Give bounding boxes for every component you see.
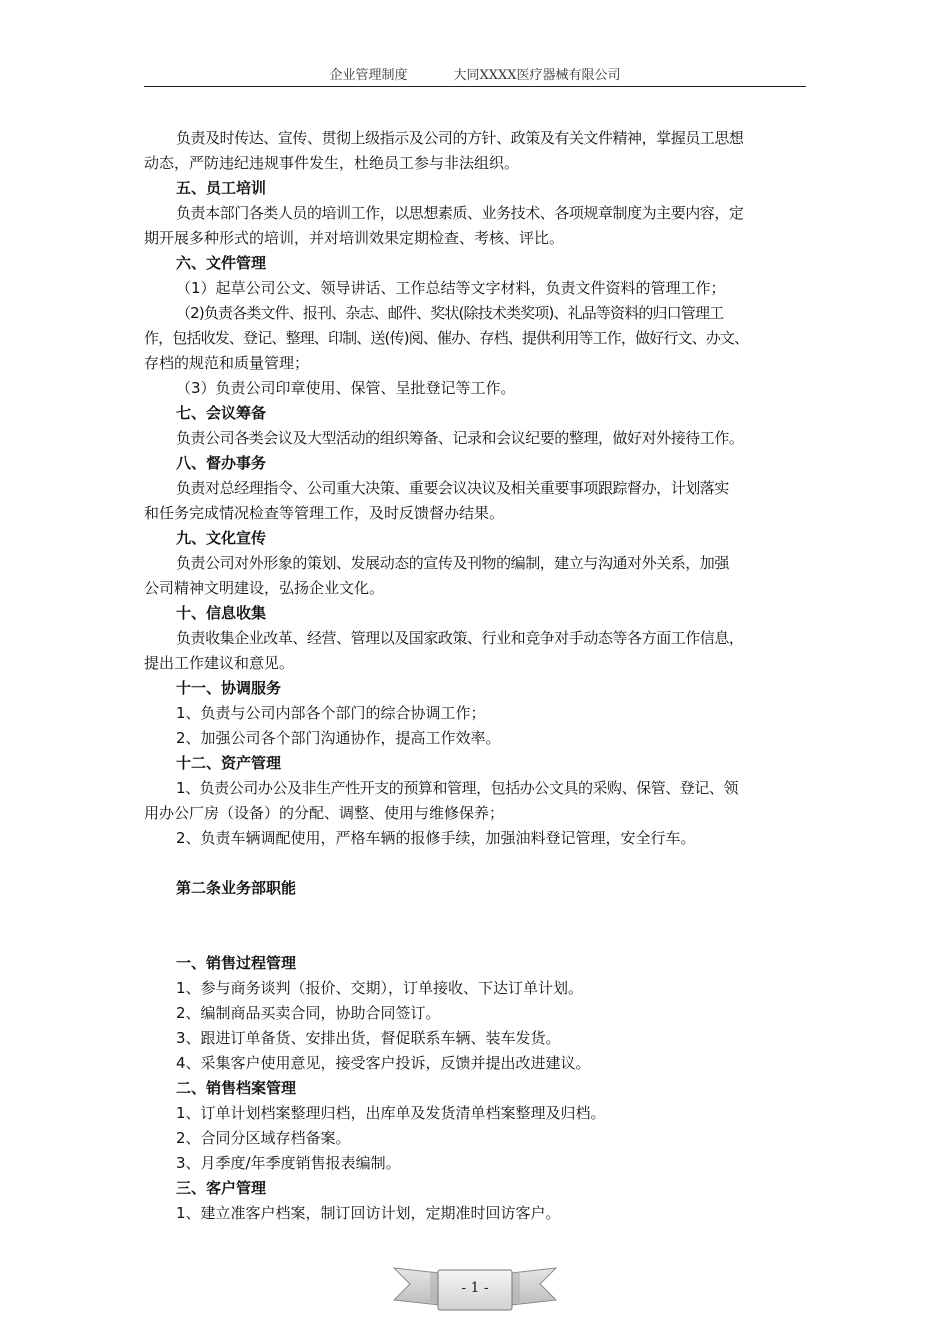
page-number: - 1 -	[461, 1280, 489, 1296]
paragraph: 负责及时传达、宣传、贯彻上级指示及公司的方针、政策及有关文件精神，掌握员工思想	[176, 129, 744, 147]
list-item: 2、加强公司各个部门沟通协作，提高工作效率。	[176, 729, 501, 747]
spacer	[144, 851, 814, 876]
paragraph: 和任务完成情况检查等管理工作，及时反馈督办结果。	[144, 504, 505, 522]
section-heading: 十二、资产管理	[176, 754, 282, 772]
list-item: 1、负责公司办公及非生产性开支的预算和管理，包括办公文具的采购、保管、登记、领	[176, 779, 738, 797]
list-item: 3、跟进订单备货、安排出货，督促联系车辆、装车发货。	[176, 1029, 561, 1047]
header-company: 大同XXXX医疗器械有限公司	[453, 68, 621, 83]
section-heading: 三、客户管理	[176, 1179, 267, 1197]
list-item: 2、合同分区域存档备案。	[176, 1129, 351, 1147]
section-heading: 五、员工培训	[176, 179, 267, 197]
spacer	[144, 926, 814, 951]
section-heading: 九、文化宣传	[176, 529, 267, 547]
paragraph: 作，包括收发、登记、整理、印制、送(传)阅、催办、存档、提供利用等工作，做好行文、办文、	[144, 329, 749, 347]
list-item: 2、负责车辆调配使用，严格车辆的报修手续，加强油料登记管理，安全行车。	[176, 829, 696, 847]
list-item: 1、负责与公司内部各个部门的综合协调工作；	[176, 704, 486, 722]
paragraph: 负责对总经理指令、公司重大决策、重要会议决议及相关重要事项跟踪督办，计划落实	[176, 479, 729, 497]
paragraph: 期开展多种形式的培训，并对培训效果定期检查、考核、评比。	[144, 229, 565, 247]
paragraph: 用办公厂房（设备）的分配、调整、使用与维修保养；	[144, 804, 505, 822]
paragraph: 负责公司各类会议及大型活动的组织筹备、记录和会议纪要的整理，做好对外接待工作。	[176, 429, 744, 447]
section-heading: 八、督办事务	[176, 454, 267, 472]
list-item: 2、编制商品买卖合同，协助合同签订。	[176, 1004, 441, 1022]
paragraph: 公司精神文明建设，弘扬企业文化。	[144, 579, 385, 597]
article-heading: 第二条业务部职能	[176, 879, 297, 897]
paragraph: （1）起草公司公文、领导讲话、工作总结等文字材料，负责文件资料的管理工作；	[176, 279, 726, 297]
page-footer	[390, 1262, 560, 1318]
section-heading: 一、销售过程管理	[176, 954, 297, 972]
section-heading: 六、文件管理	[176, 254, 267, 272]
header-title: 企业管理制度	[329, 68, 408, 83]
paragraph: 存档的规范和质量管理；	[144, 354, 310, 372]
list-item: 3、月季度/年季度销售报表编制。	[176, 1154, 401, 1172]
list-item: 1、订单计划档案整理归档，出库单及发货清单档案整理及归档。	[176, 1104, 606, 1122]
section-heading: 十、信息收集	[176, 604, 267, 622]
list-item: 1、建立准客户档案，制订回访计划，定期准时回访客户。	[176, 1204, 561, 1222]
paragraph: 动态，严防违纪违规事件发生，杜绝员工参与非法组织。	[144, 154, 520, 172]
page-header	[144, 64, 806, 87]
section-heading: 七、会议筹备	[176, 404, 267, 422]
list-item: 1、参与商务谈判（报价、交期），订单接收、下达订单计划。	[176, 979, 584, 997]
paragraph: 负责公司对外形象的策划、发展动态的宣传及刊物的编制，建立与沟通对外关系，加强	[176, 554, 729, 572]
paragraph: （2)负责各类文件、报刊、杂志、邮件、奖状(除技术类奖项)、礼品等资料的归口管理工	[176, 304, 724, 322]
section-heading: 二、销售档案管理	[176, 1079, 297, 1097]
paragraph: 负责收集企业改革、经营、管理以及国家政策、行业和竞争对手动态等各方面工作信息，	[176, 629, 744, 647]
paragraph: 负责本部门各类人员的培训工作，以思想素质、业务技术、各项规章制度为主要内容，定	[176, 204, 744, 222]
paragraph: （3）负责公司印章使用、保管、呈批登记等工作。	[176, 379, 516, 397]
section-heading: 十一、协调服务	[176, 679, 282, 697]
document-body	[144, 126, 814, 1226]
paragraph: 提出工作建议和意见。	[144, 654, 295, 672]
list-item: 4、采集客户使用意见，接受客户投诉，反馈并提出改进建议。	[176, 1054, 591, 1072]
spacer	[144, 901, 814, 926]
